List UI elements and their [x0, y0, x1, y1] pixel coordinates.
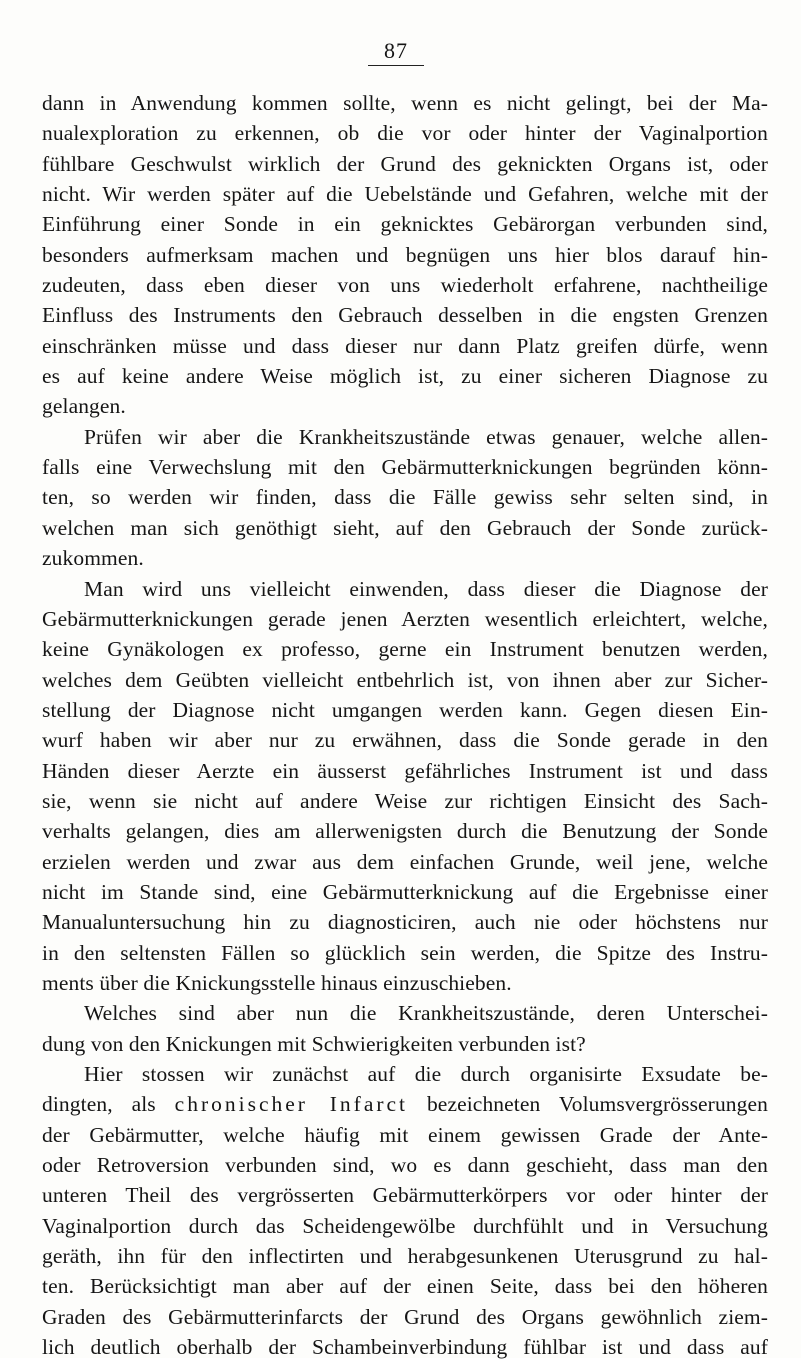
text-line: lich deutlich oberhalb der Schambeinverbindung fühlbar ist und dass auf [42, 1335, 768, 1360]
text-line: welchen man sich genöthigt sieht, auf den Gebrauch der Sonde zurück- [42, 515, 768, 540]
text-line: fühlbare Geschwulst wirklich der Grund des geknickten Organs ist, oder [42, 151, 768, 176]
text-line: Hier stossen wir zunächst auf die durch organisirte Exsudate be- [84, 1062, 768, 1086]
text-line: oder Retroversion verbunden sind, wo es dann geschieht, dass man den [42, 1153, 768, 1178]
text-line: Prüfen wir aber die Krankheitszustände etwas genauer, welche allen- [84, 424, 768, 449]
text-line: Einfluss des Instruments den Gebrauch desselben in die engsten Grenzen [42, 303, 768, 328]
text-line: Welches sind aber nun die Krankheitszustände, deren Unterschei- [84, 1001, 768, 1026]
text-line: besonders aufmerksam machen und begnügen uns hier blos darauf hin- [42, 242, 768, 267]
text-line: zukommen. [42, 546, 144, 571]
text-line: welches dem Geübten vielleicht entbehrlich ist, von ihnen aber zur Sicher- [42, 667, 768, 692]
body-text [42, 88, 768, 1362]
text-line: Man wird uns vielleicht einwenden, dass dieser die Diagnose der [84, 576, 768, 601]
text-line: Manualuntersuchung hin zu diagnosticiren, auch nie oder höchstens nur [42, 910, 768, 935]
text-line: erzielen werden und zwar aus dem einfachen Grunde, weil jene, welche [42, 849, 768, 874]
text-line: unteren Theil des vergrösserten Gebärmutterkörpers vor oder hinter der [42, 1183, 768, 1208]
text-line: es auf keine andere Weise möglich ist, zu einer sicheren Diagnose zu [42, 364, 768, 389]
text-line: in den seltensten Fällen so glücklich sein werden, die Spitze des Instru- [42, 940, 768, 965]
text-line: stellung der Diagnose nicht umgangen werden kann. Gegen diesen Ein- [42, 697, 768, 722]
text-line: falls eine Verwechslung mit den Gebärmutterknickungen begründen könn- [42, 455, 768, 480]
text-line: der Gebärmutter, welche häufig mit einem gewissen Grade der Ante- [42, 1122, 768, 1147]
text-line: Graden des Gebärmutterinfarcts der Grund des Organs gewöhnlich ziem- [42, 1304, 768, 1329]
text-line: gelangen. [42, 394, 126, 419]
text-line: zudeuten, dass eben dieser von uns wiederholt erfahrene, nachtheilige [42, 273, 768, 298]
text-line: Händen dieser Aerzte ein äusserst gefährliches Instrument ist und dass [42, 758, 768, 783]
text-line: Vaginalportion durch das Scheidengewölbe durchfühlt und in Versuchung [42, 1213, 768, 1238]
text-line: dingten, als chronischer Infarct bezeichneten Volumsvergrösserungen [42, 1092, 768, 1117]
text-line: ten, so werden wir finden, dass die Fälle gewiss sehr selten sind, in [42, 485, 768, 510]
text-line: nualexploration zu erkennen, ob die vor oder hinter der Vaginalportion [42, 121, 768, 146]
text-line: verhalts gelangen, dies am allerwenigsten durch die Benutzung der Sonde [42, 819, 768, 844]
text-line: Einführung einer Sonde in ein geknicktes Gebärorgan verbunden sind, [42, 212, 768, 237]
text-line: Gebärmutterknickungen gerade jenen Aerzten wesentlich erleichtert, welche, [42, 606, 768, 631]
text-line: wurf haben wir aber nur zu erwähnen, dass die Sonde gerade in den [42, 728, 768, 753]
page-number: 87 [368, 38, 424, 66]
text-line: sie, wenn sie nicht auf andere Weise zur richtigen Einsicht des Sach- [42, 788, 768, 813]
text-line: keine Gynäkologen ex professo, gerne ein Instrument benutzen werden, [42, 637, 768, 662]
text-line: dann in Anwendung kommen sollte, wenn es nicht gelingt, bei der Ma- [42, 91, 768, 115]
text-line: geräth, ihn für den inflectirten und herabgesunkenen Uterusgrund zu hal- [42, 1244, 768, 1269]
emphasized-term: chronischer Infarct [174, 1092, 409, 1117]
text-line: einschränken müsse und dass dieser nur dann Platz greifen dürfe, wenn [42, 333, 768, 358]
text-line: nicht im Stande sind, eine Gebärmutterknickung auf die Ergebnisse einer [42, 879, 768, 904]
text-line: nicht. Wir werden später auf die Uebelstände und Gefahren, welche mit der [42, 182, 768, 207]
text-line: ments über die Knickungsstelle hinaus einzuschieben. [42, 970, 512, 995]
text-line: ten. Berücksichtigt man aber auf der einen Seite, dass bei den höheren [42, 1274, 768, 1299]
text-line: dung von den Knickungen mit Schwierigkeiten verbunden ist? [42, 1031, 586, 1056]
